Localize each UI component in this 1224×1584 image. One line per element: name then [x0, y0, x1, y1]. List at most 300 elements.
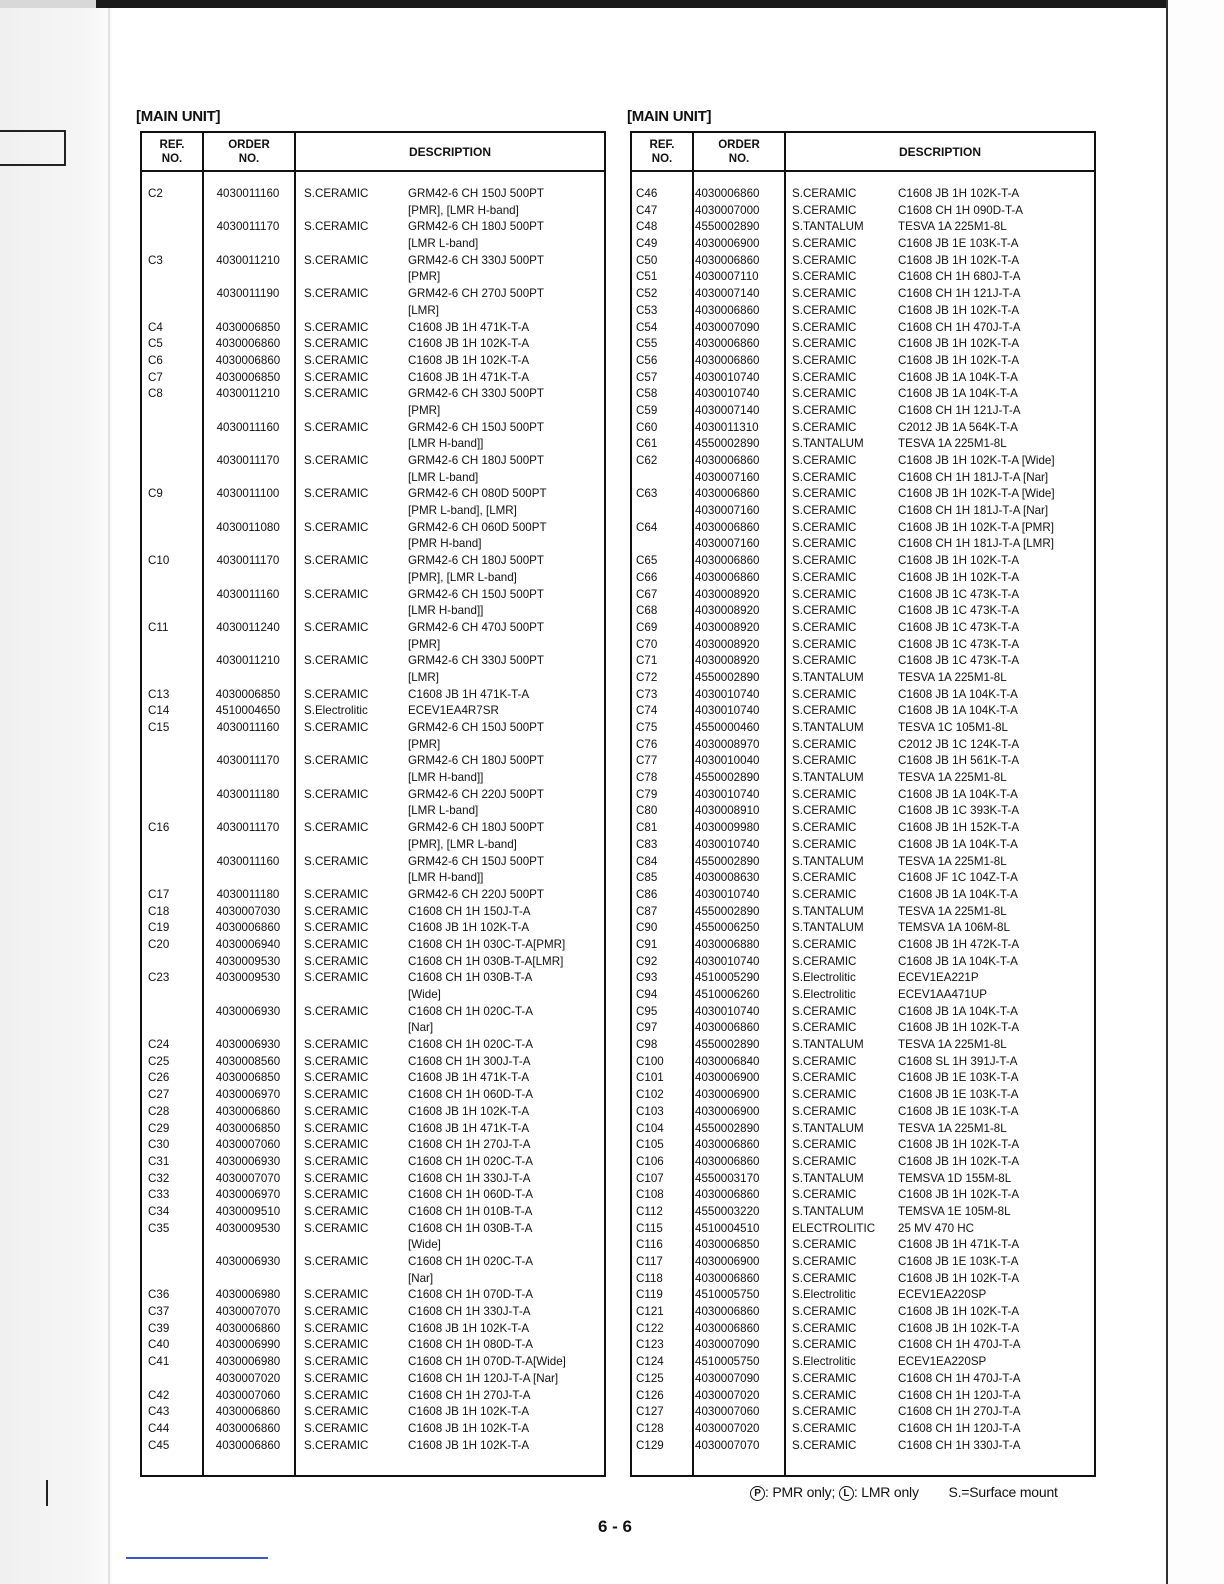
ref-no: C65 — [636, 554, 658, 568]
table-row — [632, 286, 1094, 303]
order-no: 4030006860 — [695, 1305, 760, 1319]
order-no: 4030006970 — [215, 1088, 281, 1102]
order-no: 4510005750 — [695, 1355, 760, 1369]
part-type: S.CERAMIC — [792, 1054, 857, 1068]
description: C1608 JB 1H 102K-T-A — [898, 1271, 1020, 1285]
order-no: 4030011210 — [216, 387, 280, 401]
description: C1608 CH 1H 330J-T-A — [408, 1171, 531, 1185]
table-row — [142, 1337, 604, 1354]
table-row — [632, 987, 1094, 1004]
part-type: S.CERAMIC — [304, 754, 369, 768]
ref-no: C126 — [636, 1388, 664, 1402]
part-type: S.CERAMIC — [304, 587, 369, 601]
order-no: 4030006940 — [215, 937, 281, 951]
description: C1608 JB 1H 102K-T-A — [408, 1438, 530, 1452]
order-no: 4030007020 — [695, 1388, 760, 1402]
table-row — [632, 887, 1094, 904]
table-row — [632, 269, 1094, 286]
description: GRM42-6 CH 330J 500PT — [408, 253, 544, 267]
table-row — [632, 1287, 1094, 1304]
left-parts-table — [140, 131, 606, 1477]
description: GRM42-6 CH 150J 500PT — [408, 721, 544, 734]
table-row — [632, 1421, 1094, 1438]
part-type: S.Electrolitic — [304, 704, 368, 718]
part-type: S.CERAMIC — [792, 203, 857, 217]
description: C1608 JB 1C 473K-T-A — [898, 604, 1020, 618]
ref-no: C115 — [636, 1221, 663, 1235]
left-section-title: [MAIN UNIT] — [136, 108, 221, 125]
description: GRM42-6 CH 180J 500PT — [408, 754, 544, 768]
part-type: S.CERAMIC — [304, 1104, 369, 1118]
order-no: 4030009530 — [215, 954, 281, 968]
ref-no: C104 — [636, 1121, 664, 1135]
order-no: 4030006860 — [695, 1188, 760, 1202]
table-row — [142, 470, 604, 487]
order-no: 4030006860 — [215, 1438, 281, 1452]
table-row — [632, 303, 1094, 320]
table-row — [632, 1404, 1094, 1421]
table-row — [142, 186, 604, 203]
part-type: S.CERAMIC — [792, 554, 857, 568]
table-row — [632, 1371, 1094, 1388]
description: C1608 CH 1H 470J-T-A — [898, 1371, 1021, 1385]
description: C1608 CH 1H 470J-T-A — [898, 320, 1021, 334]
description: ECEV1EA4R7SR — [408, 704, 499, 718]
ref-no: C116 — [636, 1238, 663, 1252]
order-no: 4030007140 — [695, 287, 760, 301]
order-no: 4030009980 — [695, 821, 760, 835]
part-type: S.CERAMIC — [792, 1321, 857, 1335]
ref-no: C16 — [148, 821, 170, 835]
part-type: S.CERAMIC — [792, 1271, 857, 1285]
part-type: S.CERAMIC — [304, 654, 369, 668]
table-row — [142, 386, 604, 403]
description: C1608 JB 1H 102K-T-A [PMR] — [898, 520, 1054, 534]
description: TEMSVA 1A 106M-8L — [898, 921, 1010, 935]
part-type: S.TANTALUM — [792, 921, 864, 935]
order-no: 4030011180 — [216, 787, 280, 801]
table-row — [632, 820, 1094, 837]
part-type: S.CERAMIC — [792, 821, 857, 835]
table-row — [632, 954, 1094, 971]
description: ECEV1EA220SP — [898, 1355, 987, 1369]
description: C1608 JB 1A 104K-T-A — [898, 787, 1018, 801]
table-row — [142, 403, 604, 420]
order-no: 4030008630 — [695, 871, 760, 885]
table-row — [142, 1154, 604, 1171]
part-type: S.CERAMIC — [304, 821, 369, 835]
order-no: 4030010740 — [695, 787, 760, 801]
order-no: 4030007140 — [695, 403, 760, 417]
ref-no: C119 — [636, 1288, 663, 1302]
order-no: 4030006860 — [695, 303, 760, 317]
table-row — [632, 219, 1094, 236]
order-no: 4030006860 — [695, 187, 760, 200]
header-order-no — [693, 133, 785, 170]
order-no: 4030006860 — [215, 1321, 281, 1335]
order-no: 4030006850 — [215, 320, 281, 334]
part-type: S.CERAMIC — [304, 370, 369, 384]
description: C1608 JB 1H 102K-T-A — [408, 1405, 530, 1419]
order-no: 4030007020 — [215, 1371, 281, 1385]
description: C1608 JB 1H 102K-T-A — [898, 337, 1020, 351]
order-no: 4030006860 — [695, 454, 760, 467]
description: C1608 SL 1H 391J-T-A — [898, 1054, 1018, 1068]
order-no: 4030006860 — [695, 1021, 760, 1035]
ref-no: C72 — [636, 670, 658, 684]
scan-right-margin — [1168, 0, 1224, 1584]
table-row — [142, 1054, 604, 1071]
description: C1608 JB 1C 473K-T-A — [898, 637, 1020, 651]
order-no: 4510004650 — [215, 704, 281, 718]
header-ref-no — [632, 133, 692, 170]
order-no: 4030008560 — [215, 1054, 281, 1068]
part-type: S.CERAMIC — [304, 1138, 369, 1152]
description: C1608 JB 1E 103K-T-A — [898, 237, 1019, 251]
ref-no: C30 — [148, 1138, 170, 1152]
ref-no: C93 — [636, 971, 658, 985]
ref-no: C75 — [636, 721, 658, 734]
order-no: 4030011170 — [216, 821, 280, 835]
ref-no: C2 — [148, 187, 163, 200]
description: TESVA 1A 225M1-8L — [898, 1121, 1007, 1135]
table-row — [142, 1221, 604, 1238]
description: TESVA 1A 225M1-8L — [898, 904, 1007, 918]
part-type: S.CERAMIC — [792, 620, 857, 634]
description: GRM42-6 CH 470J 500PT — [408, 620, 544, 634]
description: [LMR H-band]] — [408, 604, 484, 618]
part-type: S.CERAMIC — [792, 320, 857, 334]
table-row — [632, 553, 1094, 570]
part-type: S.CERAMIC — [304, 1121, 369, 1135]
description: [Nar] — [408, 1021, 434, 1035]
part-type: S.CERAMIC — [304, 1321, 369, 1335]
ref-no: C107 — [636, 1171, 664, 1185]
legend-pmr-text: : PMR only; — [765, 1484, 836, 1500]
part-type: S.CERAMIC — [792, 287, 857, 301]
part-type: S.CERAMIC — [792, 637, 857, 651]
part-type: S.CERAMIC — [304, 1188, 369, 1202]
description: C1608 JB 1H 102K-T-A — [408, 1104, 530, 1118]
order-no: 4030008920 — [695, 587, 760, 601]
table-row — [632, 1137, 1094, 1154]
order-no: 4030011170 — [216, 754, 280, 768]
description: [PMR], [LMR L-band] — [408, 570, 517, 584]
part-type: S.CERAMIC — [304, 353, 369, 367]
ref-no: C121 — [636, 1305, 664, 1319]
table-row — [632, 587, 1094, 604]
description: C1608 CH 1H 020C-T-A — [408, 1038, 534, 1052]
ref-no: C87 — [636, 904, 658, 918]
part-type: S.TANTALUM — [792, 1121, 864, 1135]
part-type: S.CERAMIC — [304, 1405, 369, 1419]
description: TESVA 1A 225M1-8L — [898, 670, 1007, 684]
description: C1608 JB 1H 102K-T-A — [408, 1421, 530, 1435]
description: C1608 JB 1A 104K-T-A — [898, 704, 1018, 718]
table-row — [632, 1321, 1094, 1338]
description: [LMR H-band]] — [408, 771, 484, 785]
part-type: S.CERAMIC — [304, 787, 369, 801]
table-row — [632, 653, 1094, 670]
ref-no: C43 — [148, 1405, 170, 1419]
description: C1608 JB 1H 472K-T-A — [898, 937, 1020, 951]
ref-no: C3 — [148, 253, 163, 267]
ref-no: C18 — [148, 904, 170, 918]
order-no: 4030008970 — [695, 737, 760, 751]
part-type: S.CERAMIC — [792, 754, 857, 768]
description: C1608 JB 1C 393K-T-A — [898, 804, 1020, 818]
order-no: 4030006860 — [215, 353, 281, 367]
part-type: S.TANTALUM — [792, 1038, 864, 1052]
ref-no: C47 — [636, 203, 658, 217]
description: C1608 JF 1C 104Z-T-A — [898, 871, 1018, 885]
order-no: 4030006900 — [695, 1255, 760, 1268]
order-no: 4030006860 — [695, 353, 760, 367]
table-row — [142, 837, 604, 854]
part-type: S.CERAMIC — [792, 937, 857, 951]
table-row — [142, 320, 604, 337]
order-no: 4030006860 — [695, 1321, 760, 1335]
description: [PMR] — [408, 737, 441, 751]
ref-no: C63 — [636, 487, 658, 501]
description: C1608 JB 1C 473K-T-A — [898, 620, 1020, 634]
description: C1608 CH 1H 300J-T-A — [408, 1054, 531, 1068]
ref-no: C49 — [636, 237, 658, 251]
part-type: S.CERAMIC — [792, 1071, 857, 1085]
order-no: 4030007110 — [695, 270, 759, 284]
scan-margin-tick — [46, 1480, 48, 1506]
ref-no: C106 — [636, 1154, 664, 1168]
description: GRM42-6 CH 060D 500PT — [408, 520, 547, 534]
table-row — [632, 1104, 1094, 1121]
description: ECEV1EA221P — [898, 971, 979, 985]
description: C1608 CH 1H 030B-T-A — [408, 971, 533, 985]
order-no: 4030010740 — [695, 837, 760, 851]
part-type: S.CERAMIC — [304, 971, 369, 985]
order-no: 4030011100 — [216, 487, 280, 501]
table-row — [632, 320, 1094, 337]
part-type: S.CERAMIC — [792, 687, 857, 701]
table-row — [142, 637, 604, 654]
description: ECEV1AA471UP — [898, 988, 987, 1001]
order-no: 4550006250 — [695, 921, 760, 935]
order-no: 4030006980 — [215, 1288, 281, 1302]
part-type: S.CERAMIC — [304, 387, 369, 401]
table-row — [632, 486, 1094, 503]
order-no: 4030006900 — [695, 1071, 760, 1085]
table-row — [632, 1087, 1094, 1104]
order-no: 4030006860 — [695, 253, 760, 267]
right-parts-table — [630, 131, 1096, 1477]
order-no: 4030010740 — [695, 954, 760, 968]
description: C1608 JB 1A 104K-T-A — [898, 837, 1018, 851]
table-row — [632, 770, 1094, 787]
ref-no: C73 — [636, 687, 658, 701]
part-type: S.TANTALUM — [792, 1204, 864, 1218]
description: C1608 CH 1H 121J-T-A — [898, 287, 1021, 301]
description: C1608 CH 1H 070D-T-A — [408, 1288, 534, 1302]
order-no: 4030006900 — [695, 237, 760, 251]
description: C1608 CH 1H 020C-T-A — [408, 1004, 534, 1018]
legend-lmr-text: : LMR only — [853, 1484, 919, 1500]
part-type: S.CERAMIC — [792, 1154, 857, 1168]
ref-no: C7 — [148, 370, 163, 384]
part-type: S.CERAMIC — [304, 337, 369, 351]
part-type: S.CERAMIC — [792, 487, 857, 501]
table-row — [632, 870, 1094, 887]
ref-no: C97 — [636, 1021, 658, 1035]
ref-no: C123 — [636, 1338, 664, 1352]
ref-no: C122 — [636, 1321, 664, 1335]
order-no: 4030009530 — [215, 1221, 281, 1235]
table-row — [142, 1237, 604, 1254]
table-row — [632, 1171, 1094, 1188]
table-row — [632, 637, 1094, 654]
ref-no: C41 — [148, 1355, 170, 1369]
legend-surface-mount: S.=Surface mount — [948, 1484, 1058, 1500]
order-no: 4030008920 — [695, 604, 760, 618]
table-row — [632, 970, 1094, 987]
table-row — [632, 236, 1094, 253]
ref-no: C24 — [148, 1038, 170, 1052]
table-row — [142, 486, 604, 503]
order-no: 4030007160 — [695, 504, 760, 518]
table-row — [142, 1287, 604, 1304]
order-no: 4030009510 — [215, 1204, 281, 1218]
part-type: S.CERAMIC — [792, 1371, 857, 1385]
order-no: 4030006930 — [215, 1154, 281, 1168]
part-type: S.CERAMIC — [792, 1188, 857, 1202]
description: [PMR], [LMR H-band] — [408, 203, 519, 217]
ref-no: C84 — [636, 854, 658, 868]
order-no: 4030011170 — [216, 554, 280, 568]
right-table-body — [632, 186, 1094, 1454]
header-ref-text: REF. NO. — [649, 138, 675, 165]
table-row — [632, 353, 1094, 370]
table-row — [142, 236, 604, 253]
ref-no: C37 — [148, 1305, 170, 1319]
table-row — [142, 1354, 604, 1371]
ref-no: C20 — [148, 937, 170, 951]
part-type: S.TANTALUM — [792, 220, 864, 234]
part-type: S.Electrolitic — [792, 1288, 856, 1302]
table-row — [142, 1254, 604, 1271]
description: 25 MV 470 HC — [898, 1221, 975, 1235]
table-row — [632, 720, 1094, 737]
header-description: DESCRIPTION — [408, 144, 491, 159]
part-type: S.CERAMIC — [304, 904, 369, 918]
description: GRM42-6 CH 220J 500PT — [408, 887, 544, 901]
order-no: 4030007030 — [215, 904, 281, 918]
order-no: 4550002890 — [695, 1038, 760, 1052]
description: TESVA 1A 225M1-8L — [898, 437, 1007, 451]
order-no: 4510004510 — [695, 1221, 760, 1235]
ref-no: C27 — [148, 1088, 170, 1102]
order-no: 4550002890 — [695, 1121, 760, 1135]
table-row — [632, 1037, 1094, 1054]
order-no: 4030006860 — [215, 1405, 281, 1419]
table-row — [142, 1104, 604, 1121]
order-no: 4030007060 — [215, 1138, 281, 1152]
table-row — [632, 370, 1094, 387]
description: C1608 CH 1H 181J-T-A [LMR] — [898, 537, 1054, 551]
ref-no: C68 — [636, 604, 658, 618]
table-row — [632, 1271, 1094, 1288]
table-row — [142, 1037, 604, 1054]
description: C1608 CH 1H 120J-T-A — [898, 1388, 1021, 1402]
ref-no: C35 — [148, 1221, 170, 1235]
order-no: 4030011080 — [216, 520, 280, 534]
header-order-no — [203, 133, 295, 170]
description: C1608 JB 1H 102K-T-A — [408, 1321, 530, 1335]
ref-no: C32 — [148, 1171, 170, 1185]
order-no: 4030006990 — [215, 1338, 281, 1352]
ref-no: C23 — [148, 971, 170, 985]
ref-no: C90 — [636, 921, 658, 935]
table-row — [142, 854, 604, 871]
order-no: 4030007020 — [695, 1421, 760, 1435]
table-row — [142, 770, 604, 787]
ref-no: C77 — [636, 754, 658, 768]
table-row — [632, 687, 1094, 704]
part-type: S.CERAMIC — [792, 837, 857, 851]
table-row — [632, 436, 1094, 453]
ref-no: C125 — [636, 1371, 664, 1385]
table-row — [142, 1388, 604, 1405]
ref-no: C69 — [636, 620, 658, 634]
description: GRM42-6 CH 180J 500PT — [408, 220, 544, 234]
table-row — [632, 1121, 1094, 1138]
table-row — [142, 203, 604, 220]
description: C1608 JB 1A 104K-T-A — [898, 687, 1018, 701]
header-order-text: ORDER NO. — [228, 138, 270, 165]
order-no: 4030009530 — [215, 971, 281, 985]
part-type: S.CERAMIC — [304, 687, 369, 701]
table-row — [142, 1087, 604, 1104]
part-type: S.CERAMIC — [792, 1305, 857, 1319]
part-type: S.CERAMIC — [792, 1255, 857, 1268]
ref-no: C5 — [148, 337, 163, 351]
ref-no: C50 — [636, 253, 658, 267]
description: [Nar] — [408, 1271, 434, 1285]
order-no: 4550002890 — [695, 771, 760, 785]
table-row — [142, 803, 604, 820]
description: C1608 CH 1H 120J-T-A [Nar] — [408, 1371, 559, 1385]
table-header — [632, 133, 1094, 172]
description: C1608 JB 1H 102K-T-A — [408, 921, 530, 935]
ref-no: C76 — [636, 737, 658, 751]
part-type: S.CERAMIC — [792, 1438, 857, 1452]
table-row — [142, 1070, 604, 1087]
order-no: 4030011160 — [216, 854, 280, 868]
ref-no: C94 — [636, 988, 658, 1001]
ref-no: C9 — [148, 487, 163, 501]
description: C1608 CH 1H 020C-T-A — [408, 1255, 534, 1268]
table-row — [142, 553, 604, 570]
ref-no: C53 — [636, 303, 658, 317]
part-type: S.CERAMIC — [792, 470, 857, 484]
description: C1608 JB 1H 102K-T-A — [898, 353, 1020, 367]
description: TEMSVA 1E 105M-8L — [898, 1204, 1011, 1218]
table-row — [142, 1187, 604, 1204]
table-row — [632, 803, 1094, 820]
table-row — [142, 219, 604, 236]
part-type: S.CERAMIC — [304, 487, 369, 501]
table-row — [142, 937, 604, 954]
table-row — [632, 1354, 1094, 1371]
order-no: 4550002890 — [695, 904, 760, 918]
order-no: 4030010740 — [695, 387, 760, 401]
